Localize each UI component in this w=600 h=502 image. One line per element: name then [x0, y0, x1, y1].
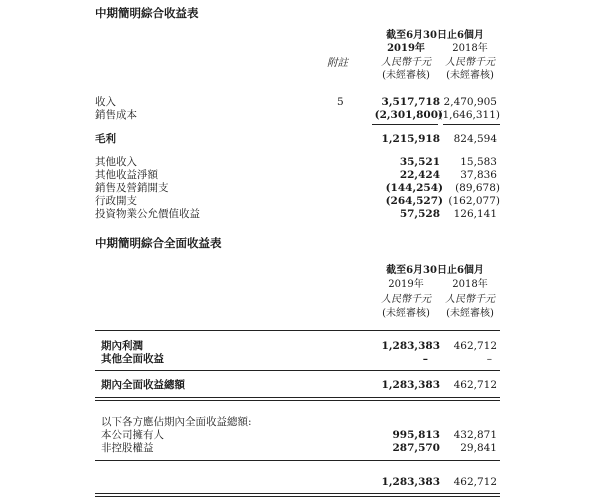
row-nci-2019: 287,570 — [392, 442, 440, 454]
row-revenue-2018: 2,470,905 — [443, 96, 497, 108]
row-grand-total-2019: 1,283,383 — [381, 476, 440, 488]
row-oci-2019: – — [422, 353, 428, 365]
row-nci-2018: 29,841 — [460, 442, 497, 454]
row-cost-of-sales-label: 銷售成本 — [95, 109, 137, 121]
row-admin-expenses-label: 行政開支 — [95, 195, 137, 207]
statement2-currency-2019: 人民幣千元 — [381, 294, 431, 305]
row-other-gains-2019: 22,424 — [399, 169, 440, 181]
statement1-note-label: 附註 — [327, 57, 348, 69]
row-other-income-2018: 15,583 — [460, 156, 497, 168]
row-oci-2018: – — [486, 353, 492, 365]
row-gross-profit-2018: 824,594 — [453, 133, 497, 145]
statement1-audit-2018: (未經審核) — [446, 70, 494, 81]
statement1-period-header: 截至6月30日止6個月 — [386, 30, 484, 41]
row-profit-2018: 462,712 — [453, 340, 497, 352]
statement1-currency-2018: 人民幣千元 — [445, 57, 495, 68]
statement2-double-rule-1 — [95, 397, 500, 401]
statement2-year-2019: 2019年 — [388, 279, 424, 290]
row-other-income-label: 其他收入 — [95, 156, 137, 168]
row-oci-label: 其他全面收益 — [101, 353, 164, 365]
statement2-rule-sub — [95, 460, 500, 461]
statement1-year-2019: 2019年 — [387, 43, 425, 54]
row-selling-expenses-2018: (89,678) — [455, 182, 500, 194]
row-nci-label: 非控股權益 — [101, 442, 154, 454]
statement2-audit-2019: (未經審核) — [382, 308, 430, 319]
row-total-ci-label: 期內全面收益總額 — [101, 379, 185, 391]
statement2-rule-top — [95, 330, 500, 331]
statement1-audit-2019: (未經審核) — [382, 70, 430, 81]
row-selling-expenses-label: 銷售及營銷開支 — [95, 182, 169, 194]
row-cost-of-sales-2018: (1,646,311) — [438, 109, 500, 121]
row-cost-of-sales-2019: (2,301,800) — [374, 109, 443, 121]
row-owners-label: 本公司擁有人 — [101, 429, 164, 441]
statement1-title: 中期簡明綜合收益表 — [95, 6, 199, 20]
row-admin-expenses-2019: (264,527) — [385, 195, 443, 207]
row-other-gains-label: 其他收益淨額 — [95, 169, 158, 181]
row-profit-2019: 1,283,383 — [381, 340, 440, 352]
row-total-ci-2018: 462,712 — [453, 379, 497, 391]
row-profit-label: 期內利潤 — [101, 340, 143, 352]
statement1-rule-2 — [443, 124, 500, 125]
row-other-gains-2018: 37,836 — [460, 169, 497, 181]
row-other-income-2019: 35,521 — [399, 156, 440, 168]
row-selling-expenses-2019: (144,254) — [385, 182, 443, 194]
statement2-audit-2018: (未經審核) — [446, 308, 494, 319]
row-revenue-label: 收入 — [95, 96, 116, 108]
statement1-currency-2019: 人民幣千元 — [381, 57, 431, 68]
row-gross-profit-2019: 1,215,918 — [381, 133, 440, 145]
row-revenue-2019: 3,517,718 — [381, 96, 440, 108]
row-fair-value-gain-label: 投資物業公允價值收益 — [95, 208, 200, 220]
statement1-rule-1 — [372, 124, 438, 125]
row-total-ci-2019: 1,283,383 — [381, 379, 440, 391]
row-fair-value-gain-2019: 57,528 — [399, 208, 440, 220]
row-admin-expenses-2018: (162,077) — [448, 195, 500, 207]
statement2-rule-mid — [95, 370, 500, 371]
row-owners-2019: 995,813 — [392, 429, 440, 441]
statement2-currency-2018: 人民幣千元 — [445, 294, 495, 305]
statement2-title: 中期簡明綜合全面收益表 — [95, 236, 222, 250]
row-attributable-heading: 以下各方應佔期內全面收益總額: — [101, 416, 252, 428]
row-grand-total-2018: 462,712 — [453, 476, 497, 488]
row-owners-2018: 432,871 — [453, 429, 497, 441]
statement2-year-2018: 2018年 — [452, 279, 488, 290]
row-revenue-note: 5 — [337, 96, 344, 108]
statement1-year-2018: 2018年 — [452, 43, 488, 54]
row-fair-value-gain-2018: 126,141 — [453, 208, 497, 220]
statement2-period-header: 截至6月30日止6個月 — [386, 265, 484, 276]
row-gross-profit-label: 毛利 — [95, 133, 116, 145]
statement2-double-rule-2 — [95, 493, 500, 497]
